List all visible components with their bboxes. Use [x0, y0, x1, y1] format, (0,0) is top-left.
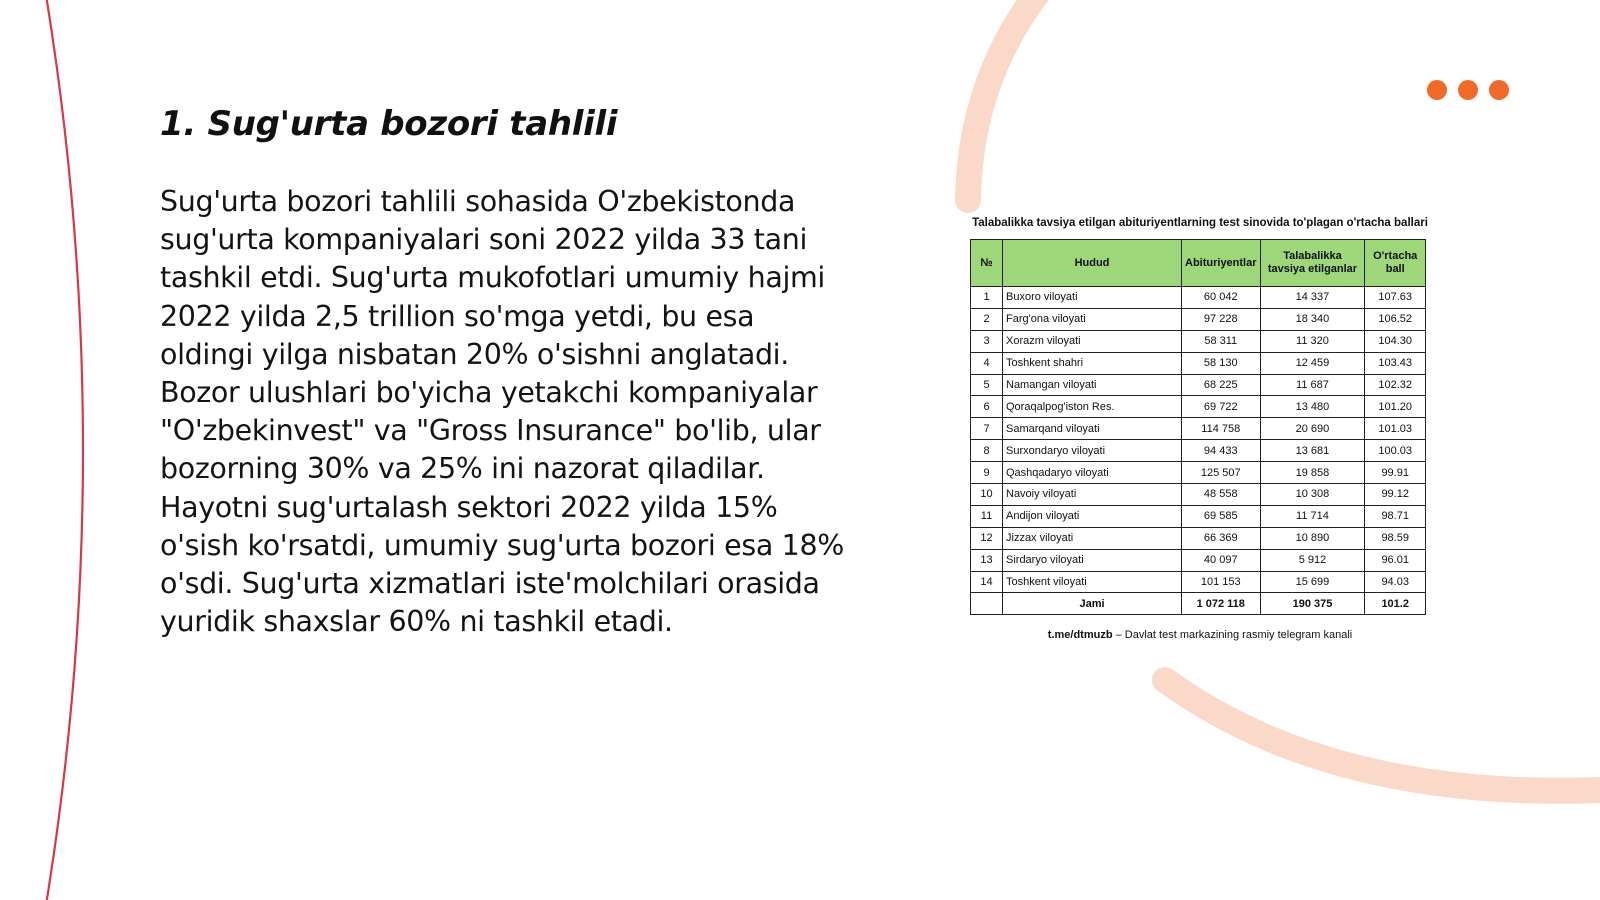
- dot-icon: [1489, 80, 1509, 100]
- table-row: [971, 440, 1426, 462]
- results-table: [970, 239, 1426, 615]
- cell-recommended: 10 308: [1260, 484, 1365, 506]
- table-total-row: [971, 593, 1426, 615]
- cell-applicants: 125 507: [1182, 462, 1261, 484]
- cell-number: 1: [971, 287, 1003, 309]
- cell-recommended: 10 890: [1260, 527, 1365, 549]
- cell-recommended: 14 337: [1260, 287, 1365, 309]
- cell-region: Qoraqalpog'iston Res.: [1003, 396, 1182, 418]
- cell-recommended: 20 690: [1260, 418, 1365, 440]
- source-link[interactable]: t.me/dtmuzb: [1047, 629, 1113, 642]
- cell-number: 2: [971, 308, 1003, 330]
- cell-number: 7: [971, 418, 1003, 440]
- cell-number: 6: [971, 396, 1003, 418]
- total-cell: [971, 593, 1003, 615]
- cell-applicants: 68 225: [1182, 374, 1261, 396]
- table-source-note: [970, 629, 1430, 641]
- cell-region: Farg'ona viloyati: [1003, 308, 1182, 330]
- cell-average-score: 101.20: [1365, 396, 1426, 418]
- table-row: [971, 484, 1426, 506]
- cell-applicants: 114 758: [1182, 418, 1261, 440]
- cell-region: Jizzax viloyati: [1003, 527, 1182, 549]
- cell-average-score: 96.01: [1365, 549, 1426, 571]
- cell-number: 3: [971, 330, 1003, 352]
- cell-region: Samarqand viloyati: [1003, 418, 1182, 440]
- table-row: [971, 549, 1426, 571]
- table-caption: Talabalikka tavsiya etilgan abituriyentlarning test sinovida to'plagan o'rtacha ballari: [972, 217, 1428, 229]
- cell-recommended: 11 320: [1260, 330, 1365, 352]
- decorative-arc-top: [968, 0, 1040, 200]
- cell-number: 5: [971, 374, 1003, 396]
- table-row: [971, 571, 1426, 593]
- table-row: [971, 505, 1426, 527]
- total-recommended: 190 375: [1260, 593, 1365, 615]
- cell-number: 13: [971, 549, 1003, 571]
- cell-applicants: 60 042: [1182, 287, 1261, 309]
- cell-applicants: 58 130: [1182, 352, 1261, 374]
- cell-applicants: 69 722: [1182, 396, 1261, 418]
- cell-recommended: 13 681: [1260, 440, 1365, 462]
- cell-applicants: 40 097: [1182, 549, 1261, 571]
- total-label: Jami: [1003, 593, 1182, 615]
- source-text: – Davlat test markazining rasmiy telegram kanali: [1112, 629, 1353, 642]
- cell-recommended: 12 459: [1260, 352, 1365, 374]
- cell-average-score: 103.43: [1365, 352, 1426, 374]
- total-applicants: 1 072 118: [1182, 593, 1261, 615]
- header-cell-average-score: O'rtacha ball: [1365, 240, 1426, 287]
- cell-number: 4: [971, 352, 1003, 374]
- header-cell-region: Hudud: [1003, 240, 1182, 287]
- header-cell-number: №: [971, 240, 1003, 287]
- cell-recommended: 13 480: [1260, 396, 1365, 418]
- cell-region: Toshkent shahri: [1003, 352, 1182, 374]
- cell-region: Surxondaryo viloyati: [1003, 440, 1182, 462]
- cell-recommended: 18 340: [1260, 308, 1365, 330]
- cell-applicants: 101 153: [1182, 571, 1261, 593]
- cell-average-score: 101.03: [1365, 418, 1426, 440]
- dot-icon: [1427, 80, 1447, 100]
- cell-average-score: 100.03: [1365, 440, 1426, 462]
- cell-region: Namangan viloyati: [1003, 374, 1182, 396]
- cell-recommended: 19 858: [1260, 462, 1365, 484]
- table-row: [971, 418, 1426, 440]
- cell-applicants: 69 585: [1182, 505, 1261, 527]
- cell-region: Xorazm viloyati: [1003, 330, 1182, 352]
- cell-average-score: 104.30: [1365, 330, 1426, 352]
- cell-recommended: 11 714: [1260, 505, 1365, 527]
- menu-dots: [1427, 80, 1509, 100]
- table-row: [971, 396, 1426, 418]
- table-row: [971, 352, 1426, 374]
- cell-region: Navoiy viloyati: [1003, 484, 1182, 506]
- decorative-arc-bottom: [1165, 680, 1600, 791]
- cell-number: 14: [971, 571, 1003, 593]
- table-row: [971, 462, 1426, 484]
- cell-average-score: 107.63: [1365, 287, 1426, 309]
- cell-number: 10: [971, 484, 1003, 506]
- table-row: [971, 308, 1426, 330]
- cell-applicants: 97 228: [1182, 308, 1261, 330]
- header-cell-applicants: Abituriyentlar: [1182, 240, 1261, 287]
- table-row: [971, 527, 1426, 549]
- cell-average-score: 106.52: [1365, 308, 1426, 330]
- cell-region: Toshkent viloyati: [1003, 571, 1182, 593]
- cell-recommended: 15 699: [1260, 571, 1365, 593]
- table-row: [971, 374, 1426, 396]
- cell-number: 8: [971, 440, 1003, 462]
- cell-average-score: 99.12: [1365, 484, 1426, 506]
- table-row: [971, 330, 1426, 352]
- left-accent-line: [46, 0, 83, 900]
- cell-applicants: 66 369: [1182, 527, 1261, 549]
- cell-region: Sirdaryo viloyati: [1003, 549, 1182, 571]
- cell-average-score: 98.71: [1365, 505, 1426, 527]
- cell-applicants: 94 433: [1182, 440, 1261, 462]
- cell-region: Qashqadaryo viloyati: [1003, 462, 1182, 484]
- cell-number: 9: [971, 462, 1003, 484]
- cell-number: 11: [971, 505, 1003, 527]
- table-row: [971, 287, 1426, 309]
- results-table-figure: [970, 216, 1430, 641]
- total-average-score: 101.2: [1365, 593, 1426, 615]
- cell-average-score: 99.91: [1365, 462, 1426, 484]
- header-cell-recommended: Talabalikka tavsiya etilganlar: [1260, 240, 1365, 287]
- slide-body-text: Sug'urta bozori tahlili sohasida O'zbekistonda sug'urta kompaniyalari soni 2022 yilda 33 tani tashkil etdi. Sug'urta mukofotlari umumiy hajmi 2022 yilda 2,5 trillion so'mga yetdi, bu esa oldingi yilga nisbatan 20% o'sishni anglatadi. Bozor ulushlari bo'yicha yetakchi kompaniyalar "O'zbekinvest" va "Gross Insurance" bo'lib, ular bozorning 30% va 25% ini nazorat qiladilar. Hayotni sug'urtalash sektori 2022 yilda 15% o'sish ko'rsatdi, umumiy sug'urta bozori esa 18% o'sdi. Sug'urta xizmatlari iste'molchilari orasida yuridik shaxslar 60% ni tashkil etadi.: [160, 185, 844, 639]
- table-header-row: [971, 240, 1426, 287]
- cell-region: Buxoro viloyati: [1003, 287, 1182, 309]
- slide-title: 1. Sug'urta bozori tahlili: [160, 104, 618, 144]
- cell-number: 12: [971, 527, 1003, 549]
- cell-recommended: 5 912: [1260, 549, 1365, 571]
- cell-average-score: 94.03: [1365, 571, 1426, 593]
- cell-average-score: 102.32: [1365, 374, 1426, 396]
- cell-recommended: 11 687: [1260, 374, 1365, 396]
- dot-icon: [1458, 80, 1478, 100]
- cell-applicants: 58 311: [1182, 330, 1261, 352]
- cell-applicants: 48 558: [1182, 484, 1261, 506]
- cell-average-score: 98.59: [1365, 527, 1426, 549]
- cell-region: Andijon viloyati: [1003, 505, 1182, 527]
